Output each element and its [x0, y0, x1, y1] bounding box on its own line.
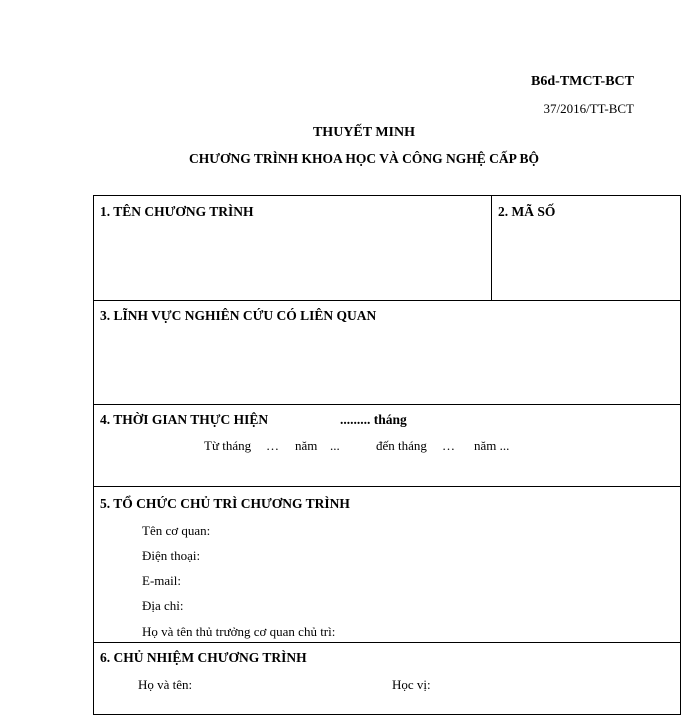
section-code-label: 2. MÃ SỐ	[498, 204, 556, 219]
org-name-field: Tên cơ quan:	[142, 523, 211, 538]
document-subtitle: CHƯƠNG TRÌNH KHOA HỌC VÀ CÔNG NGHỆ CẤP BỘ	[188, 151, 540, 166]
form-table	[93, 195, 681, 715]
to-year-label: năm ...	[474, 438, 510, 453]
email-field: E-mail:	[142, 573, 181, 588]
from-year-blank: ...	[330, 438, 340, 453]
row-divider	[94, 300, 680, 301]
from-year-label: năm	[295, 438, 318, 453]
duration-months: ......... tháng	[340, 412, 407, 427]
circular-reference: 37/2016/TT-BCT	[543, 101, 634, 116]
document-title: THUYẾT MINH	[312, 125, 416, 140]
from-month-label: Từ tháng	[204, 438, 252, 453]
to-month-label: đến tháng	[376, 438, 427, 453]
from-month-blank: …	[266, 438, 279, 453]
to-month-blank: …	[442, 438, 455, 453]
head-of-org-field: Họ và tên thủ trưởng cơ quan chủ trì:	[142, 624, 336, 639]
director-name-field: Họ và tên:	[138, 677, 193, 692]
row-divider	[94, 642, 680, 643]
form-code: B6d-TMCT-BCT	[531, 74, 634, 89]
section-program-name-label: 1. TÊN CHƯƠNG TRÌNH	[100, 204, 254, 219]
director-degree-field: Học vị:	[392, 677, 431, 692]
section-duration-label: 4. THỜI GIAN THỰC HIỆN	[100, 412, 269, 427]
column-divider	[491, 196, 492, 300]
section-host-org-label: 5. TỔ CHỨC CHỦ TRÌ CHƯƠNG TRÌNH	[100, 496, 350, 511]
section-program-director-label: 6. CHỦ NHIỆM CHƯƠNG TRÌNH	[100, 650, 307, 665]
address-field: Địa chỉ:	[142, 598, 184, 613]
phone-field: Điện thoại:	[142, 548, 201, 563]
row-divider	[94, 404, 680, 405]
section-research-field-label: 3. LĨNH VỰC NGHIÊN CỨU CÓ LIÊN QUAN	[100, 308, 377, 323]
row-divider	[94, 486, 680, 487]
